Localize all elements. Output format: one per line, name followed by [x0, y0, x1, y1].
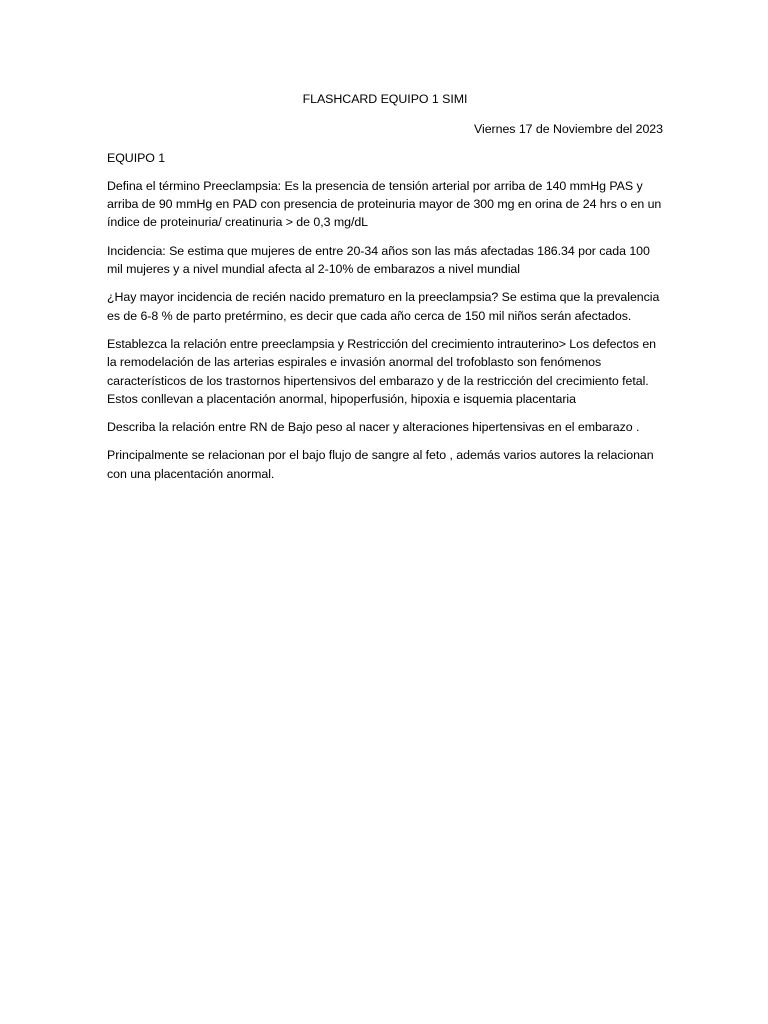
paragraph-low-birth-weight-answer: Principalmente se relacionan por el bajo flujo de sangre al feto , además varios autores la relacionan con una placentación anormal.	[107, 448, 654, 481]
paragraph-preeclampsia-definition: Defina el término Preeclampsia: Es la presencia de tensión arterial por arriba de 140 mmHg PAS y arriba de 90 mmHg en PAD con presencia de proteinuria mayor de 300 mg en orina de 24 hrs o en un índice de proteinuria/ creatinuria > de 0,3 mg/dL	[107, 178, 662, 230]
document-date: Viernes 17 de Noviembre del 2023	[474, 122, 663, 137]
document-body	[107, 90, 663, 493]
paragraph-premature-incidence: ¿Hay mayor incidencia de recién nacido prematuro en la preeclampsia? Se estima que la prevalencia es de 6-8 % de parto pretérmino, es decir que cada año cerca de 150 mil niños serán afectados.	[107, 290, 660, 323]
paragraph-growth-restriction: Establezca la relación entre preeclampsia y Restricción del crecimiento intrauterino> Los defectos en la remodelación de las arterias espirales e invasión anormal del trofoblasto son fenómenos característicos de los trastornos hipertensivos del embarazo y de la restricción del crecimiento fetal. Estos conllevan a placentación anormal, hipoperfusión, hipoxia e isquemia placentaria	[107, 336, 657, 406]
document-title: FLASHCARD EQUIPO 1 SIMI	[302, 92, 468, 106]
paragraph-low-birth-weight-question: Describa la relación entre RN de Bajo peso al nacer y alteraciones hipertensivas en el embarazo .	[107, 420, 640, 435]
team-heading: EQUIPO 1	[107, 150, 166, 165]
paragraph-incidence: Incidencia: Se estima que mujeres de entre 20-34 años son las más afectadas 186.34 por cada 100 mil mujeres y a nivel mundial afecta al 2-10% de embarazos a nivel mundial	[107, 243, 650, 277]
